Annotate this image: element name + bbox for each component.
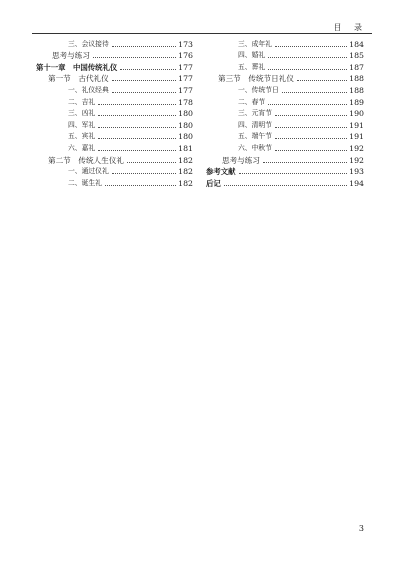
dot-leader: [268, 103, 347, 105]
dot-leader: [275, 45, 347, 47]
toc-entry-label: 三、成年礼: [238, 39, 272, 48]
toc-right-column: [206, 38, 364, 189]
toc-entry-page: 189: [349, 97, 364, 107]
toc-entry-label: 五、宾礼: [68, 132, 96, 141]
dot-leader: [239, 172, 348, 174]
page-number: 3: [358, 524, 364, 533]
toc-entry-label: 五、葬礼: [238, 62, 266, 71]
dot-leader: [98, 114, 176, 116]
toc-entry[interactable]: [36, 38, 193, 50]
toc-entry-page: 181: [178, 143, 193, 153]
toc-entry[interactable]: [206, 96, 364, 108]
toc-entry-label: 第十一章 中国传统礼仪: [36, 62, 118, 72]
toc-left-column: [36, 38, 193, 189]
toc-entry[interactable]: [36, 61, 193, 73]
dot-leader: [98, 137, 176, 139]
toc-entry-label: 六、嘉礼: [68, 143, 96, 152]
toc-entry-page: 178: [178, 97, 193, 107]
toc-entry-label: 参考文献: [206, 167, 236, 177]
toc-entry[interactable]: [206, 84, 364, 96]
dot-leader: [297, 79, 347, 81]
toc-entry[interactable]: [36, 131, 193, 143]
dot-leader: [93, 56, 176, 58]
dot-leader: [120, 68, 176, 70]
dot-leader: [275, 149, 347, 151]
toc-entry[interactable]: [206, 50, 364, 62]
toc-entry[interactable]: [206, 166, 364, 178]
toc-entry[interactable]: [206, 38, 364, 50]
toc-entry[interactable]: [36, 50, 193, 62]
toc-entry[interactable]: [36, 73, 193, 85]
dot-leader: [98, 149, 176, 151]
dot-leader: [275, 114, 347, 116]
toc-entry-page: 180: [178, 109, 193, 119]
toc-entry[interactable]: [206, 108, 364, 120]
toc-entry-label: 五、端午节: [238, 132, 272, 141]
toc-entry[interactable]: [206, 131, 364, 143]
toc-entry-page: 190: [349, 109, 364, 119]
dot-leader: [112, 91, 176, 93]
toc-entry-label: 思考与练习: [52, 51, 90, 61]
dot-leader: [268, 56, 347, 58]
toc-entry-label: 四、军礼: [68, 120, 96, 129]
dot-leader: [98, 126, 176, 128]
toc-entry[interactable]: [36, 177, 193, 189]
toc-entry-page: 176: [178, 51, 193, 61]
toc-entry-page: 177: [178, 62, 193, 72]
toc-entry-page: 180: [178, 120, 193, 130]
toc-entry-page: 194: [349, 178, 364, 188]
toc-entry-label: 后记: [206, 178, 221, 188]
toc-entry-page: 184: [349, 39, 364, 49]
toc-entry-label: 四、清明节: [238, 120, 272, 129]
toc-entry-label: 三、凶礼: [68, 109, 96, 118]
toc-entry-page: 177: [178, 74, 193, 84]
toc-entry-label: 三、会议接待: [68, 39, 109, 48]
toc-entry[interactable]: [206, 73, 364, 85]
toc-entry-label: 第一节 古代礼仪: [48, 74, 109, 84]
toc-entry-page: 182: [178, 178, 193, 188]
toc-entry-page: 182: [178, 155, 193, 165]
toc-entry-label: 六、中秋节: [238, 143, 272, 152]
toc-entry-page: 188: [349, 74, 364, 84]
dot-leader: [98, 103, 176, 105]
toc-entry-page: 185: [349, 51, 364, 61]
toc-entry[interactable]: [36, 108, 193, 120]
toc-entry-page: 193: [349, 167, 364, 177]
toc-entry[interactable]: [36, 84, 193, 96]
toc-entry-page: 187: [349, 62, 364, 72]
toc-entry-label: 四、婚礼: [238, 51, 266, 60]
dot-leader: [275, 137, 347, 139]
dot-leader: [263, 161, 347, 163]
dot-leader: [112, 79, 176, 81]
toc-entry-label: 二、吉礼: [68, 97, 96, 106]
toc-entry-label: 三、元宵节: [238, 109, 272, 118]
toc-entry-label: 二、春节: [238, 97, 266, 106]
toc-entry-page: 173: [178, 39, 193, 49]
toc-entry-label: 思考与练习: [222, 155, 260, 165]
toc-entry[interactable]: [206, 119, 364, 131]
dot-leader: [127, 161, 176, 163]
toc-entry[interactable]: [206, 61, 364, 73]
toc-entry-page: 192: [349, 155, 364, 165]
dot-leader: [105, 184, 176, 186]
toc-entry[interactable]: [36, 166, 193, 178]
toc-entry-label: 一、传统节日: [238, 85, 279, 94]
toc-entry-page: 188: [349, 85, 364, 95]
toc-entry-page: 192: [349, 143, 364, 153]
toc-entry[interactable]: [36, 154, 193, 166]
toc-entry[interactable]: [206, 142, 364, 154]
toc-entry-page: 177: [178, 85, 193, 95]
toc-entry-label: 第三节 传统节日礼仪: [218, 74, 294, 84]
toc-entry-label: 二、诞生礼: [68, 178, 102, 187]
dot-leader: [224, 184, 347, 186]
dot-leader: [112, 172, 176, 174]
toc-entry[interactable]: [206, 154, 364, 166]
toc-entry-label: 第二节 传统人生仪礼: [48, 155, 124, 165]
dot-leader: [275, 126, 347, 128]
toc-entry-label: 一、通过仪礼: [68, 167, 109, 176]
toc-entry[interactable]: [36, 119, 193, 131]
toc-entry-page: 191: [349, 132, 364, 142]
toc-entry[interactable]: [36, 142, 193, 154]
toc-entry[interactable]: [36, 96, 193, 108]
dot-leader: [282, 91, 347, 93]
header-divider: [32, 33, 372, 34]
dot-leader: [112, 45, 176, 47]
toc-entry-page: 191: [349, 120, 364, 130]
toc-entry-page: 182: [178, 167, 193, 177]
toc-entry[interactable]: [206, 177, 364, 189]
dot-leader: [268, 68, 347, 70]
running-header-title: 目 录: [333, 23, 367, 32]
toc-entry-page: 180: [178, 132, 193, 142]
toc-entry-label: 一、礼仪经典: [68, 85, 109, 94]
